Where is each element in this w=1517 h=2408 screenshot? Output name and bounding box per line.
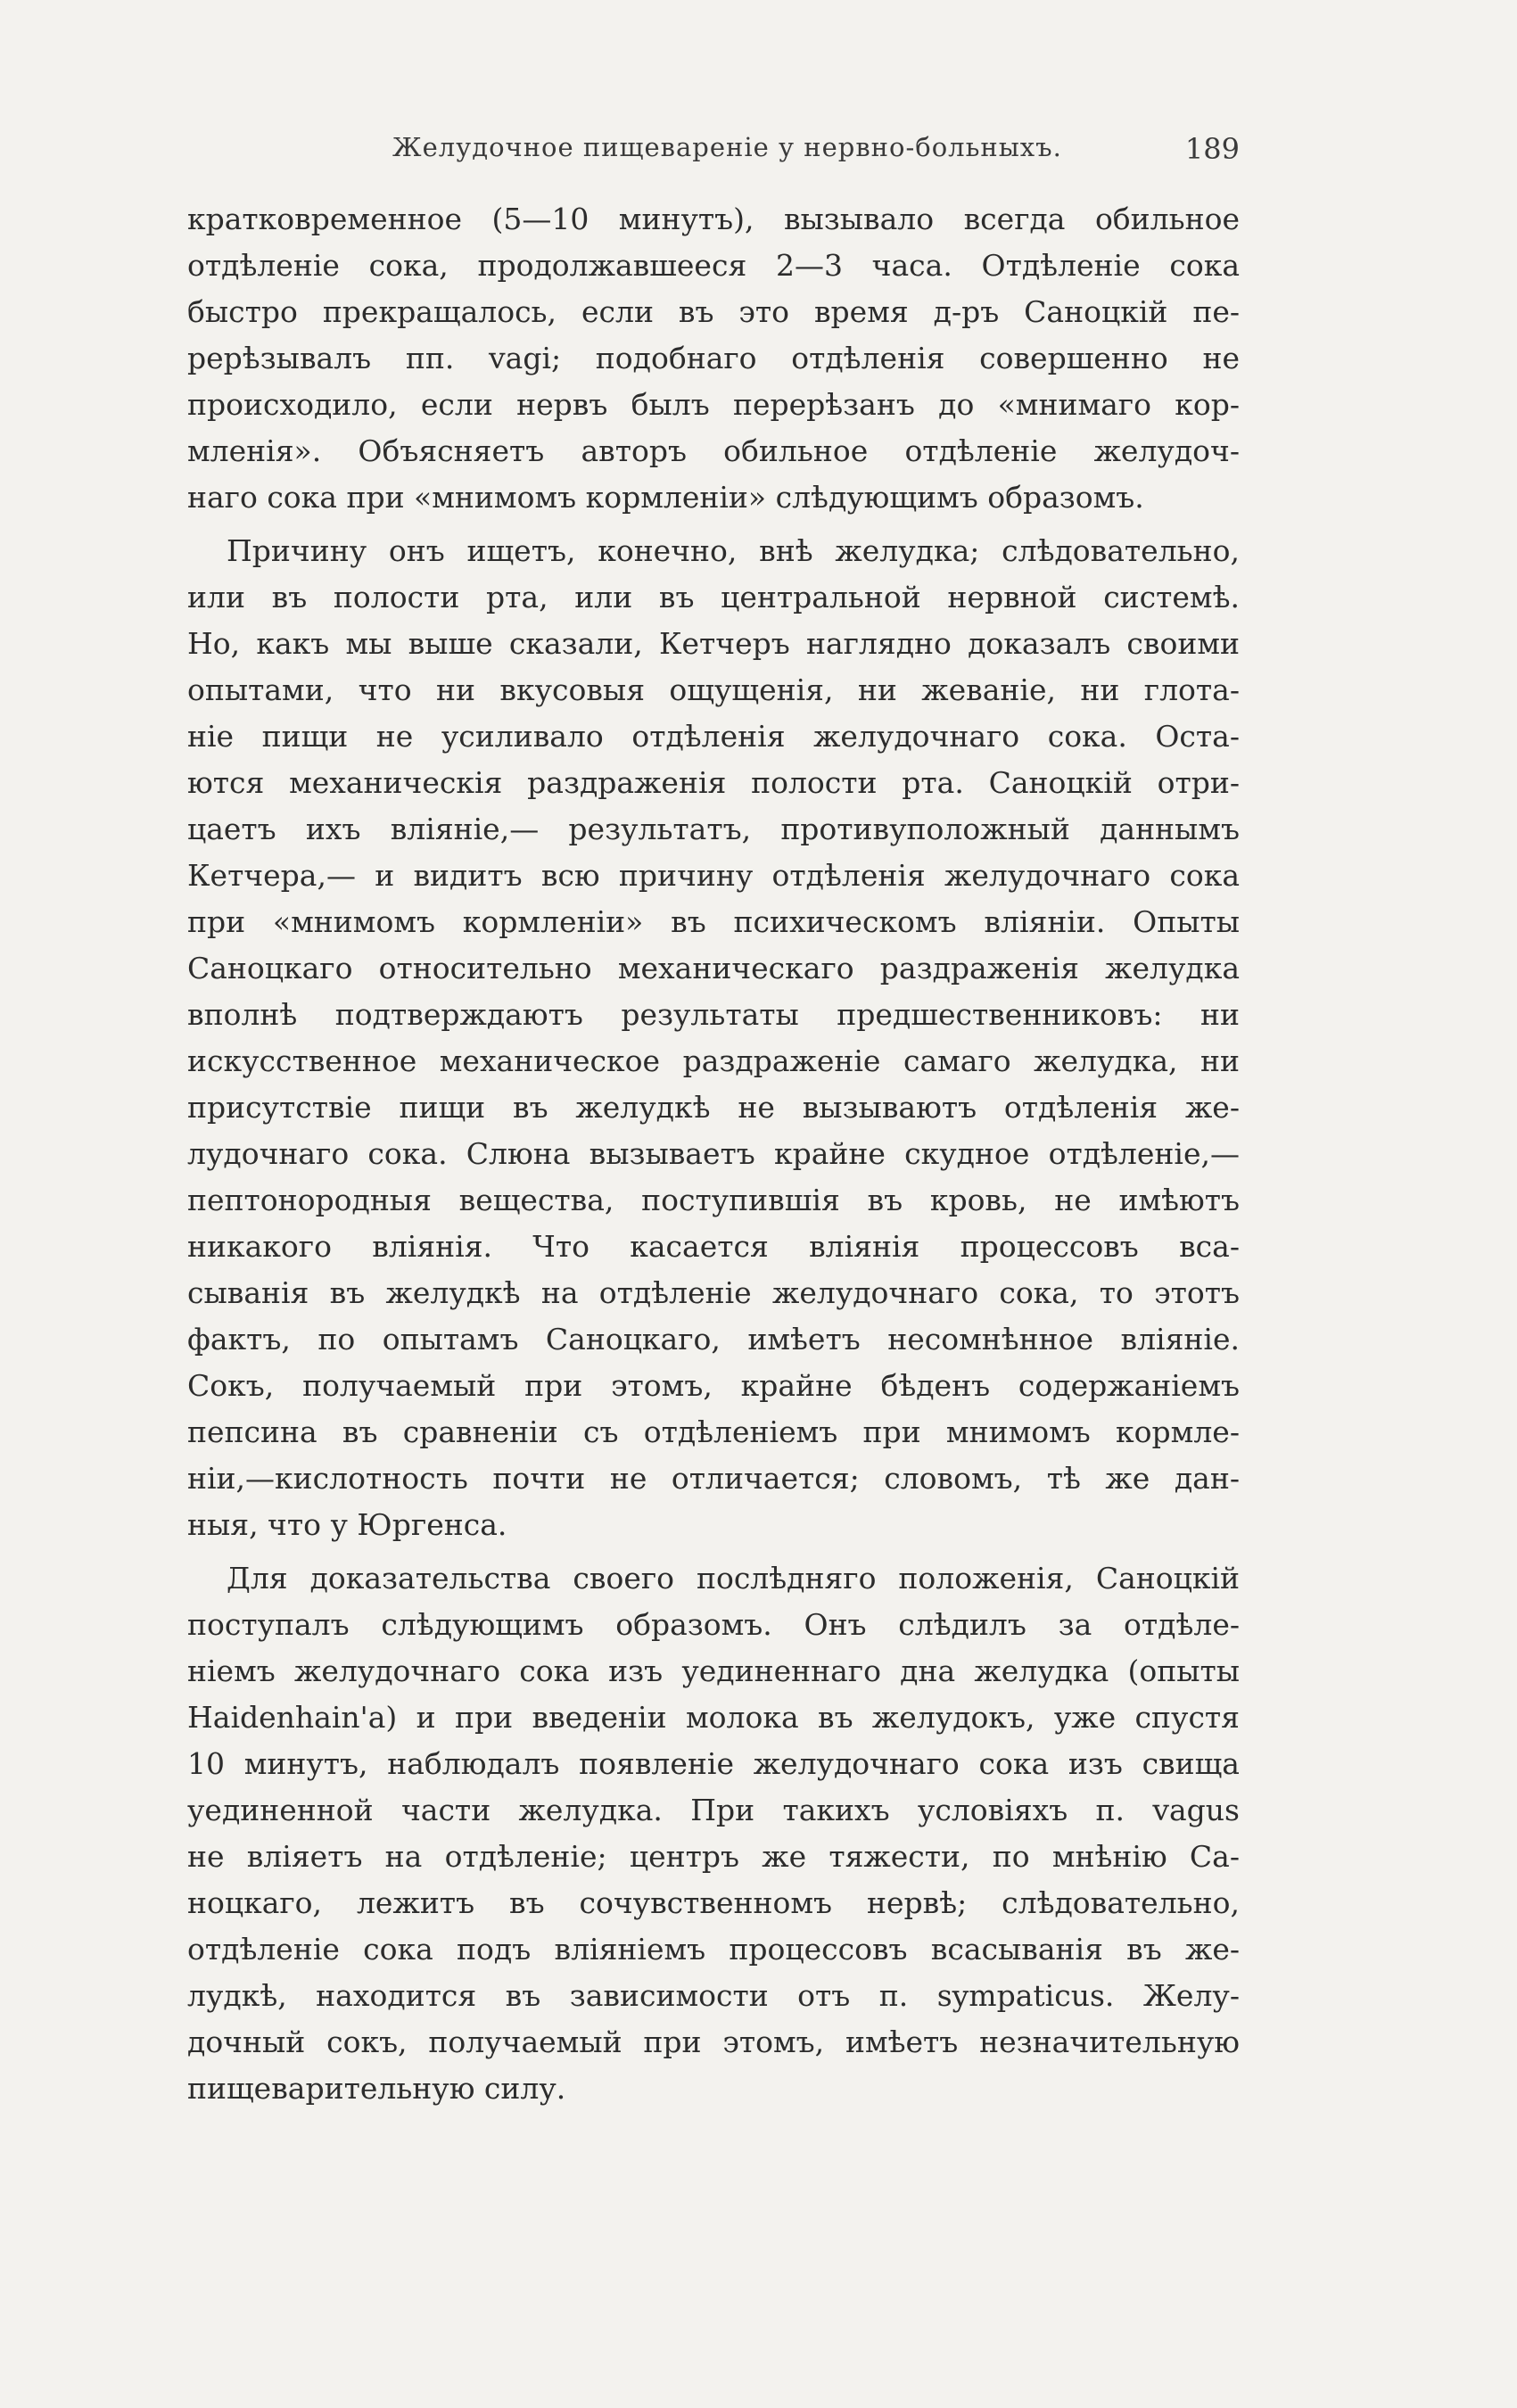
paragraph-2 <box>187 528 1240 1548</box>
text-line: ныя, что у Юргенса. <box>187 1507 507 1542</box>
text-line: фактъ, по опытамъ Саноцкаго, имѣетъ несомнѣнное вліяніе. <box>187 1322 1240 1357</box>
text-line: поступалъ слѣдующимъ образомъ. Онъ слѣдилъ за отдѣле- <box>187 1607 1240 1642</box>
body-text <box>187 196 1240 2112</box>
text-line: происходило, если нервъ былъ перерѣзанъ до «мнимаго кор- <box>187 387 1240 422</box>
text-line: пептонородныя вещества, поступившія въ кровь, не имѣютъ <box>187 1183 1240 1217</box>
text-line: лудочнаго сока. Слюна вызываетъ крайне скудное отдѣленіе,— <box>187 1136 1240 1171</box>
text-line: ются механическія раздраженія полости рта. Саноцкій отри- <box>187 765 1240 800</box>
text-line: быстро прекращалось, если въ это время д-ръ Саноцкій пе- <box>187 294 1240 329</box>
text-line: Но, какъ мы выше сказали, Кетчеръ наглядно доказалъ своими <box>187 626 1240 661</box>
text-line: Haidenhain'а) и при введеніи молока въ желудокъ, уже спустя <box>187 1700 1240 1735</box>
text-line: цаетъ ихъ вліяніе,— результатъ, противуположный даннымъ <box>187 812 1240 846</box>
text-line: 10 минутъ, наблюдалъ появленіе желудочнаго сока изъ свища <box>187 1746 1240 1781</box>
text-line: ніи,—кислотность почти не отличается; словомъ, тѣ же дан- <box>187 1461 1240 1496</box>
text-line: никакого вліянія. Что касается вліянія процессовъ вса- <box>187 1229 1240 1264</box>
text-line: Кетчера,— и видитъ всю причину отдѣленія желудочнаго сока <box>187 858 1240 893</box>
paragraph-3 <box>187 1555 1240 2112</box>
text-line: отдѣленіе сока подъ вліяніемъ процессовъ всасыванія въ же- <box>187 1932 1240 1967</box>
text-line: Саноцкаго относительно механическаго раздраженія желудка <box>187 951 1240 985</box>
text-line: не вліяетъ на отдѣленіе; центръ же тяжести, по мнѣнію Са- <box>187 1839 1240 1874</box>
text-line: отдѣленіе сока, продолжавшееся 2—3 часа. Отдѣленіе сока <box>187 248 1240 283</box>
text-line: ноцкаго, лежитъ въ сочувственномъ нервѣ; слѣдовательно, <box>187 1885 1240 1920</box>
text-line: ніемъ желудочнаго сока изъ уединеннаго дна желудка (опыты <box>187 1653 1240 1688</box>
text-line: опытами, что ни вкусовыя ощущенія, ни жеваніе, ни глота- <box>187 672 1240 707</box>
text-line: дочный сокъ, получаемый при этомъ, имѣетъ незначительную <box>187 2025 1240 2059</box>
text-line: Для доказательства своего послѣдняго положенія, Саноцкій <box>227 1561 1240 1596</box>
text-line: Причину онъ ищетъ, конечно, внѣ желудка; слѣдовательно, <box>227 533 1240 568</box>
text-line: рерѣзывалъ пп. vagi; подобнаго отдѣленія совершенно не <box>187 341 1240 375</box>
text-line: или въ полости рта, или въ центральной нервной системѣ. <box>187 580 1240 614</box>
paragraph-1 <box>187 196 1240 521</box>
text-line: сыванія въ желудкѣ на отдѣленіе желудочнаго сока, то этотъ <box>187 1275 1240 1310</box>
text-line: искусственное механическое раздраженіе самаго желудка, ни <box>187 1043 1240 1078</box>
page-number: 189 <box>1184 132 1240 166</box>
running-head <box>187 132 1240 177</box>
text-line: мленія». Объясняетъ авторъ обильное отдѣленіе желудоч- <box>187 433 1240 468</box>
text-line: лудкѣ, находится въ зависимости отъ п. sympaticus. Желу- <box>187 1978 1240 2013</box>
text-line: наго сока при «мнимомъ кормленіи» слѣдующимъ образомъ. <box>187 480 1144 515</box>
text-line: уединенной части желудка. При такихъ условіяхъ п. vagus <box>187 1793 1240 1827</box>
text-line: Сокъ, получаемый при этомъ, крайне бѣденъ содержаніемъ <box>187 1368 1240 1403</box>
text-line: ніе пищи не усиливало отдѣленія желудочнаго сока. Оста- <box>187 719 1240 754</box>
text-line: вполнѣ подтверждаютъ результаты предшественниковъ: ни <box>187 997 1240 1032</box>
running-title: Желудочное пищевареніе у нервно-больныхъ. <box>392 132 1062 162</box>
text-line: пепсина въ сравненіи съ отдѣленіемъ при мнимомъ кормле- <box>187 1414 1240 1449</box>
text-line: присутствіе пищи въ желудкѣ не вызываютъ отдѣленія же- <box>187 1090 1240 1125</box>
text-line: кратковременное (5—10 минутъ), вызывало всегда обильное <box>187 202 1240 236</box>
text-line: при «мнимомъ кормленіи» въ психическомъ вліяніи. Опыты <box>187 904 1240 939</box>
text-line: пищеварительную силу. <box>187 2071 566 2106</box>
